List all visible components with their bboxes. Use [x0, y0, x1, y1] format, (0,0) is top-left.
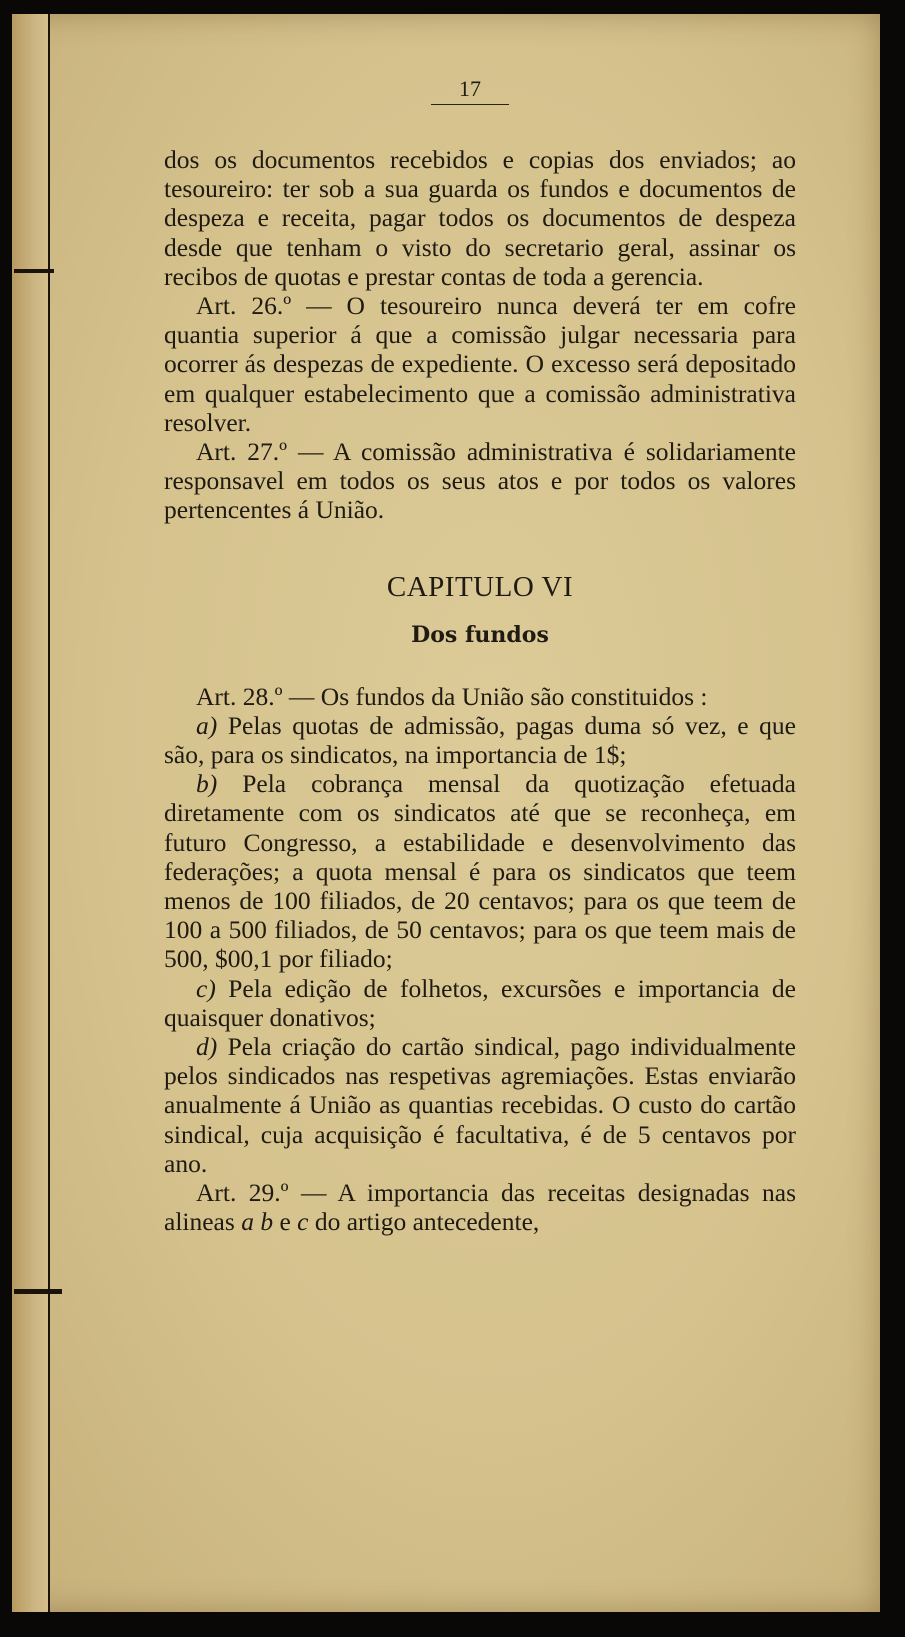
page-number: 17	[180, 76, 760, 105]
item-letter: d)	[196, 1032, 218, 1062]
item-text: Pelas quotas de admissão, pagas duma só vez, e que são, para os sindicatos, na importancia de 1$;	[164, 710, 796, 770]
paragraph-art-29: Art. 29.º — A importancia das receitas designadas nas alineas a b e c do artigo antecedente,	[164, 1178, 796, 1237]
paragraph-art-27: Art. 27.º — A comissão administrativa é solidariamente responsavel em todos os seus atos e por todos os valores pertencentes á União.	[164, 437, 796, 525]
book-page	[12, 14, 880, 1612]
item-letter: c)	[196, 973, 216, 1003]
item-b	[164, 769, 796, 973]
paragraph-art-28: Art. 28.º — Os fundos da União são constituidos :	[196, 681, 708, 711]
paragraph-art-26: Art. 26.º — O tesoureiro nunca deverá ter em cofre quantia superior á que a comissão julgar necessaria para ocorrer ás despezas de expediente. O excesso será depositado em qualquer estabelecimento que a comissão administrativa resolver.	[164, 291, 796, 437]
binding-stitch	[14, 269, 54, 273]
book-binding-edge	[12, 14, 50, 1612]
binding-stitch	[14, 1289, 62, 1294]
item-text: Pela edição de folhetos, excursões e importancia de quaisquer donativos;	[164, 973, 796, 1032]
item-text: Pela cobrança mensal da quotização efetuada diretamente com os sindicatos até que se reconheça, em futuro Congresso, a estabilidade e desenvolvimento das federações; a quota mensal é para os sindicatos que teem menos de 100 filiados, de 20 centavos; para os que teem de 100 a 500 filiados, de 50 centavos; para os que teem mais de 500, $00,1 por filiado;	[164, 769, 797, 974]
item-c	[164, 974, 796, 1032]
section-title: Dos fundos	[411, 621, 549, 648]
item-text: Pela criação do cartão sindical, pago individualmente pelos sindicados nas respetivas agremiações. Estas enviarão anualmente á União as quantias recebidas. O custo do cartão sindical, cuja acquisição é facultativa, é de 5 centavos por ano.	[164, 1032, 796, 1178]
item-letter: b)	[196, 769, 218, 799]
page-text	[164, 76, 796, 1237]
chapter-title: CAPITULO VI	[386, 570, 574, 603]
paragraph-continuation: dos os documentos recebidos e copias dos enviados; ao tesoureiro: ter sob a sua guarda os fundos e documentos de despeza e receita, pagar todos os documentos de despeza desde que tenham o visto do secretario geral, assinar os recibos de quotas e prestar contas de toda a gerencia.	[164, 145, 796, 291]
item-letter: a)	[196, 710, 218, 740]
item-d	[164, 1032, 796, 1178]
item-a	[164, 711, 796, 769]
